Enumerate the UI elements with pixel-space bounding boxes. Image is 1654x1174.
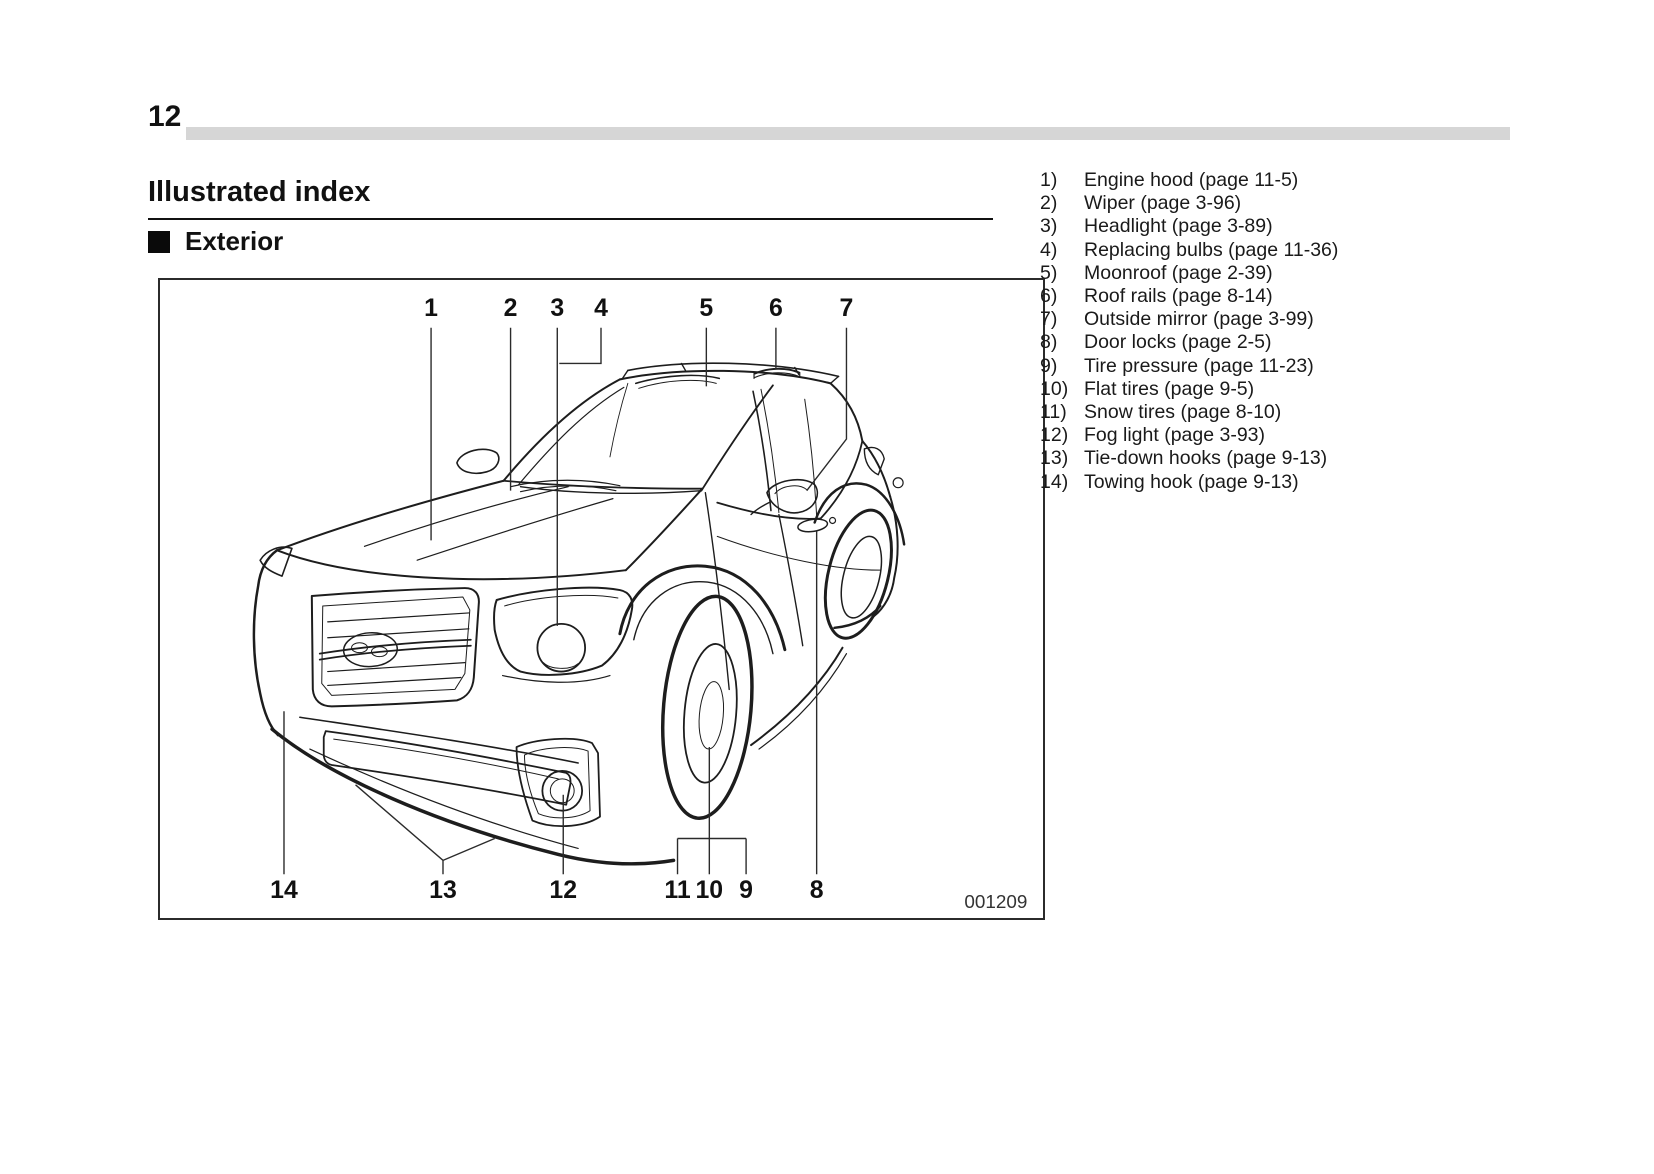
legend-item-number: 8) [1040,331,1058,354]
page-title: Illustrated index [148,176,993,220]
legend-item-label: Door locks (page 2-5) [1084,331,1272,354]
legend-item-label: Headlight (page 3-89) [1084,215,1273,238]
legend-item-label: Moonroof (page 2-39) [1084,261,1273,284]
legend-item [1040,308,1520,331]
legend-item-label: Snow tires (page 8-10) [1084,401,1282,424]
callout-number: 10 [695,877,724,905]
legend-item [1040,169,1520,192]
callout-number: 7 [839,294,854,322]
vehicle-exterior-illustration [160,280,1043,918]
legend-item-label: Wiper (page 3-96) [1084,192,1242,215]
callout-number: 14 [270,877,298,905]
legend-item-number: 2) [1040,192,1058,215]
legend-item-label: Towing hook (page 9-13) [1084,470,1299,493]
legend-item-number: 7) [1040,308,1058,331]
legend-item [1040,355,1520,378]
figure-code: 001209 [964,892,1028,914]
legend-item-label: Tie-down hooks (page 9-13) [1084,447,1328,470]
callout-number: 6 [769,294,783,322]
legend-item [1040,447,1520,470]
callout-number: 2 [503,294,518,322]
legend-item [1040,192,1520,215]
legend-item-number: 3) [1040,215,1058,238]
callout-number: 12 [549,877,578,905]
legend-list [1040,169,1520,494]
legend-item-label: Engine hood (page 11-5) [1084,169,1299,191]
legend-item-number: 6) [1040,285,1058,308]
legend-item-number: 9) [1040,354,1058,377]
legend-item [1040,331,1520,354]
legend-item-label: Tire pressure (page 11-23) [1084,354,1314,377]
callout-number: 4 [594,294,608,322]
callout-number: 9 [739,877,753,905]
legend-item [1040,471,1520,494]
page-number: 12 [148,100,182,133]
legend-item-number: 10) [1040,377,1069,400]
legend-item [1040,378,1520,401]
legend-item-number: 13) [1040,447,1069,470]
legend-item [1040,424,1520,447]
legend-item [1040,401,1520,424]
callout-numbers [270,295,853,904]
legend-item [1040,215,1520,238]
legend-item-label: Flat tires (page 9-5) [1084,377,1255,400]
legend-item-number: 1) [1040,169,1058,191]
legend-item [1040,239,1520,262]
header-rule-bar [186,127,1510,140]
section-heading [148,226,283,257]
callout-number: 11 [664,877,691,905]
legend-item-label: Roof rails (page 8-14) [1084,285,1273,308]
callout-number: 5 [699,294,714,322]
legend-item-number: 4) [1040,238,1058,261]
legend-item-number: 14) [1040,470,1069,493]
square-bullet-icon [148,231,170,253]
legend-item-number: 11) [1040,401,1067,424]
callout-number: 13 [429,877,457,905]
car-drawing [254,363,904,864]
legend-item-label: Replacing bulbs (page 11-36) [1084,238,1339,261]
legend-item [1040,285,1520,308]
legend-item [1040,262,1520,285]
exterior-figure-box [158,278,1045,920]
legend-item-label: Outside mirror (page 3-99) [1084,308,1314,331]
callout-number: 3 [550,294,565,322]
section-label: Exterior [185,226,284,256]
legend-item-number: 5) [1040,261,1058,284]
callout-number: 1 [424,294,438,322]
legend-item-label: Fog light (page 3-93) [1084,424,1266,447]
legend-item-number: 12) [1040,424,1069,447]
callout-number: 8 [809,877,824,905]
